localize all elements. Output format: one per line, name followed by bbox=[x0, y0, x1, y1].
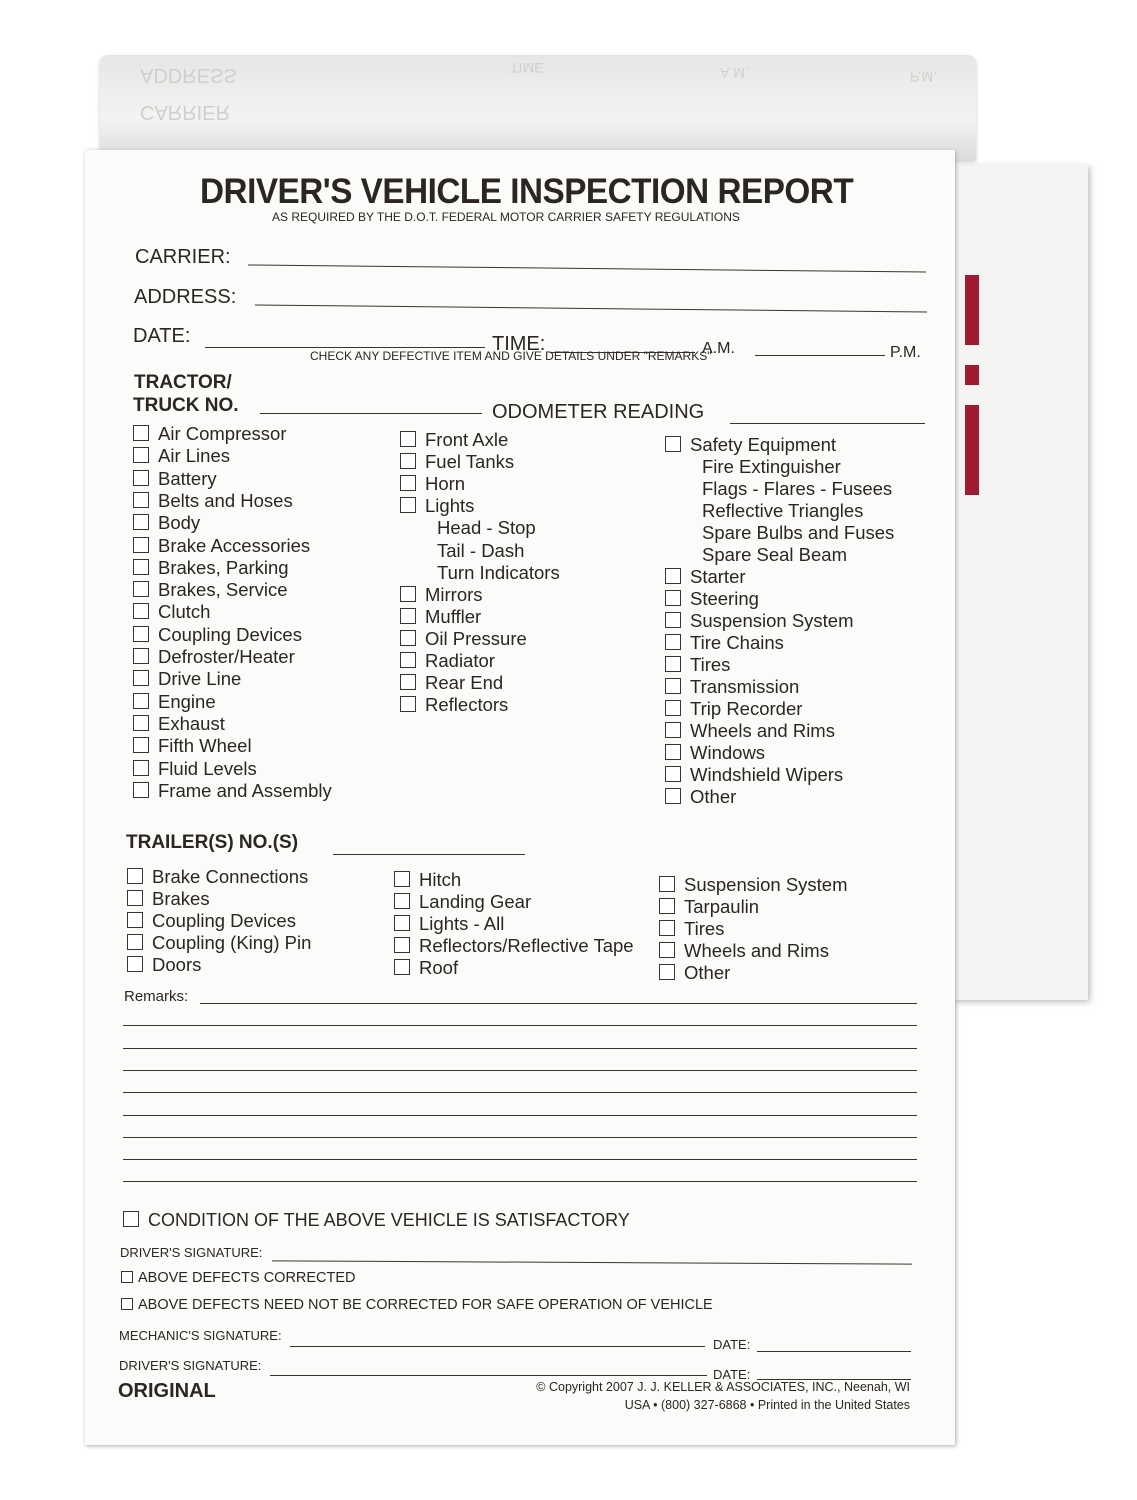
checklist-item[interactable] bbox=[665, 654, 730, 676]
checklist-item-label: Air Compressor bbox=[158, 423, 287, 444]
checkbox[interactable] bbox=[133, 537, 149, 553]
checkbox[interactable] bbox=[394, 959, 410, 975]
checklist-item-label: Trip Recorder bbox=[690, 698, 803, 719]
checkbox[interactable] bbox=[665, 766, 681, 782]
checklist-item-label: Fluid Levels bbox=[158, 757, 257, 779]
checklist-item[interactable] bbox=[133, 535, 310, 557]
checkbox[interactable] bbox=[127, 912, 143, 928]
checklist-item-label: Reflectors/Reflective Tape bbox=[419, 935, 634, 956]
checkbox[interactable] bbox=[133, 760, 149, 776]
address-label: ADDRESS: bbox=[134, 286, 237, 308]
truck-no-field[interactable] bbox=[260, 413, 482, 414]
checkbox[interactable] bbox=[659, 920, 675, 936]
checklist-item[interactable] bbox=[665, 632, 784, 654]
checklist-item-label: Fifth Wheel bbox=[158, 735, 252, 757]
am-label: A.M. bbox=[702, 340, 735, 357]
checklist-item-label: Wheels and Rims bbox=[684, 940, 829, 961]
checklist-item-label: Muffler bbox=[425, 605, 482, 627]
checkbox[interactable] bbox=[123, 1211, 139, 1227]
checklist-item-label: Spare Bulbs and Fuses bbox=[702, 522, 895, 543]
checkbox[interactable] bbox=[133, 737, 149, 753]
checklist-item-label: Tail - Dash bbox=[437, 539, 525, 561]
checklist-item-label: Tarpaulin bbox=[684, 896, 760, 917]
checkbox[interactable] bbox=[400, 608, 416, 624]
checkbox[interactable] bbox=[133, 782, 149, 798]
checkbox[interactable] bbox=[394, 871, 410, 887]
checklist-item[interactable] bbox=[400, 451, 514, 473]
original-label: ORIGINAL bbox=[118, 1380, 216, 1402]
checklist-item-label: Belts and Hoses bbox=[158, 489, 293, 511]
checkbox[interactable] bbox=[665, 656, 681, 672]
checklist-item[interactable] bbox=[659, 962, 730, 984]
checklist-item[interactable] bbox=[400, 694, 508, 716]
driver-signature-label: DRIVER'S SIGNATURE: bbox=[120, 1245, 263, 1260]
checklist-item[interactable] bbox=[127, 866, 308, 888]
checklist-item[interactable] bbox=[659, 918, 724, 940]
checklist-item[interactable] bbox=[665, 742, 765, 764]
remarks-line[interactable] bbox=[123, 1025, 917, 1026]
driver-date-label: DATE: bbox=[713, 1367, 751, 1382]
checklist-item[interactable] bbox=[133, 735, 252, 757]
checkbox[interactable] bbox=[133, 648, 149, 664]
checklist-item-label: Roof bbox=[419, 957, 459, 978]
checklist-item[interactable] bbox=[133, 691, 216, 713]
checklist-item[interactable] bbox=[133, 780, 332, 802]
truck-no-label: TRUCK NO. bbox=[133, 395, 239, 416]
copyright-line-1: © Copyright 2007 J. J. KELLER & ASSOCIATES, INC., Neenah, WI bbox=[536, 1380, 910, 1394]
checklist-item-label: Windshield Wipers bbox=[690, 764, 844, 785]
checklist-item-label: Tires bbox=[690, 654, 731, 675]
checklist-item-label: Lights bbox=[425, 495, 475, 517]
defects-corrected-checkbox[interactable] bbox=[121, 1270, 356, 1286]
date-field[interactable] bbox=[205, 347, 485, 348]
odometer-label: ODOMETER READING bbox=[492, 401, 705, 423]
checklist-item[interactable] bbox=[394, 913, 504, 935]
checklist-item-label: Wheels and Rims bbox=[690, 720, 835, 741]
checklist-item[interactable] bbox=[133, 646, 295, 668]
checkbox[interactable] bbox=[133, 559, 149, 575]
checklist-item[interactable] bbox=[400, 628, 527, 650]
checklist-item-label: Body bbox=[158, 512, 201, 534]
checklist-item[interactable] bbox=[133, 445, 230, 467]
checkbox[interactable] bbox=[665, 788, 681, 804]
checklist-item[interactable] bbox=[400, 473, 465, 495]
ghost-text: CARRIER bbox=[140, 101, 231, 123]
checkbox[interactable] bbox=[127, 956, 143, 972]
checklist-item-label: Exhaust bbox=[158, 712, 225, 734]
checkbox[interactable] bbox=[400, 431, 416, 447]
checkbox[interactable] bbox=[400, 630, 416, 646]
remarks-label: Remarks: bbox=[124, 988, 189, 1005]
checkbox[interactable] bbox=[133, 447, 149, 463]
mechanic-date-label: DATE: bbox=[713, 1337, 751, 1352]
checklist-subitem bbox=[400, 517, 536, 539]
checklist-item-label: Radiator bbox=[425, 650, 495, 671]
checklist-item[interactable] bbox=[400, 650, 495, 672]
checkbox[interactable] bbox=[133, 581, 149, 597]
defects-not-corrected-checkbox[interactable] bbox=[121, 1297, 713, 1313]
checkbox[interactable] bbox=[127, 934, 143, 950]
checkbox[interactable] bbox=[659, 942, 675, 958]
checklist-item-label: Fuel Tanks bbox=[425, 451, 515, 473]
checkbox[interactable] bbox=[665, 722, 681, 738]
checklist-item[interactable] bbox=[665, 764, 843, 786]
checklist-item[interactable] bbox=[133, 668, 241, 690]
checklist-item-label: Rear End bbox=[425, 672, 504, 694]
checklist-item[interactable] bbox=[659, 940, 829, 962]
driver-signature-2-field[interactable] bbox=[270, 1375, 707, 1376]
mechanic-signature-field[interactable] bbox=[290, 1346, 705, 1347]
checklist-item-label: Fire Extinguisher bbox=[702, 456, 841, 477]
checklist-item[interactable] bbox=[133, 557, 289, 579]
checkbox[interactable] bbox=[127, 868, 143, 884]
remarks-line[interactable] bbox=[123, 1159, 917, 1160]
checklist-subitem bbox=[665, 456, 841, 478]
checklist-item-label: Reflectors bbox=[425, 694, 509, 716]
remarks-line[interactable] bbox=[123, 1070, 917, 1071]
checkbox[interactable] bbox=[659, 898, 675, 914]
checklist-item-label: Spare Seal Beam bbox=[702, 544, 848, 565]
checklist-item-label: Brakes bbox=[152, 888, 210, 909]
remarks-line[interactable] bbox=[123, 1092, 917, 1093]
checkbox[interactable] bbox=[659, 876, 675, 892]
checklist-item[interactable] bbox=[659, 874, 848, 896]
checklist-item-label: Flags - Flares - Fusees bbox=[702, 478, 893, 499]
checklist-item[interactable] bbox=[400, 672, 503, 694]
checklist-item-label: Head - Stop bbox=[437, 517, 536, 539]
checklist-item[interactable] bbox=[665, 676, 799, 698]
checklist-item-label: Front Axle bbox=[425, 429, 509, 450]
checklist-item-label: Safety Equipment bbox=[690, 434, 837, 455]
checklist-item[interactable] bbox=[133, 579, 288, 601]
driver-signature-2-label: DRIVER'S SIGNATURE: bbox=[119, 1358, 262, 1373]
checklist-item-label: Tires bbox=[684, 918, 725, 939]
checklist-item[interactable] bbox=[665, 566, 746, 588]
time-label: TIME: bbox=[492, 333, 546, 355]
checklist-item-label: Suspension System bbox=[684, 874, 848, 895]
checkbox[interactable] bbox=[394, 937, 410, 953]
checklist-item[interactable] bbox=[133, 490, 293, 512]
checklist-subitem bbox=[665, 544, 847, 566]
defects-not-corrected-label: ABOVE DEFECTS NEED NOT BE CORRECTED FOR SAFE OPERATION OF VEHICLE bbox=[138, 1297, 713, 1313]
checklist-item-label: Clutch bbox=[158, 601, 211, 623]
checklist-item-label: Brake Connections bbox=[152, 866, 309, 887]
checklist-item-label: Coupling Devices bbox=[152, 910, 296, 931]
checklist-item[interactable] bbox=[133, 423, 287, 445]
checkbox[interactable] bbox=[400, 652, 416, 668]
checklist-item-label: Reflective Triangles bbox=[702, 500, 864, 521]
checklist-item[interactable] bbox=[133, 713, 225, 735]
checklist-item[interactable] bbox=[127, 910, 296, 932]
instruction-text: CHECK ANY DEFECTIVE ITEM AND GIVE DETAILS UNDER "REMARKS" bbox=[310, 349, 712, 363]
checklist-item-label: Brake Accessories bbox=[158, 534, 311, 556]
checklist-item-label: Transmission bbox=[690, 676, 800, 697]
remarks-line[interactable] bbox=[123, 1181, 917, 1182]
checklist-item[interactable] bbox=[400, 429, 508, 451]
checkbox[interactable] bbox=[400, 475, 416, 491]
checkbox[interactable] bbox=[665, 436, 681, 452]
checkbox[interactable] bbox=[400, 586, 416, 602]
checklist-item-label: Hitch bbox=[419, 869, 462, 890]
ghost-text: A.M. bbox=[720, 65, 749, 81]
checklist-item-label: Other bbox=[684, 962, 731, 983]
curled-top-sheet bbox=[100, 55, 976, 160]
checklist-item-label: Tire Chains bbox=[690, 632, 784, 653]
checklist-item[interactable] bbox=[659, 896, 759, 918]
checklist-subitem bbox=[400, 540, 524, 562]
checkbox[interactable] bbox=[400, 497, 416, 513]
checklist-item-label: Battery bbox=[158, 467, 217, 489]
red-print-mark bbox=[965, 365, 979, 385]
copyright-line-2: USA • (800) 327-6868 • Printed in the United States bbox=[624, 1398, 910, 1412]
checklist-item-label: Coupling Devices bbox=[158, 623, 302, 645]
checkbox[interactable] bbox=[394, 893, 410, 909]
checklist-item[interactable] bbox=[394, 935, 634, 957]
checkbox[interactable] bbox=[665, 700, 681, 716]
checkbox[interactable] bbox=[133, 715, 149, 731]
remarks-line[interactable] bbox=[123, 1115, 917, 1116]
ghost-text: TIME bbox=[510, 60, 544, 76]
checklist-item-label: Drive Line bbox=[158, 668, 242, 690]
ghost-text: ADDRESS bbox=[140, 64, 237, 86]
checklist-item[interactable] bbox=[127, 932, 311, 954]
checklist-item-label: Coupling (King) Pin bbox=[152, 932, 312, 953]
checklist-item[interactable] bbox=[400, 495, 474, 517]
checklist-item-label: Frame and Assembly bbox=[158, 779, 332, 801]
satisfactory-checkbox[interactable] bbox=[123, 1210, 630, 1231]
checkbox[interactable] bbox=[394, 915, 410, 931]
checklist-item[interactable] bbox=[665, 610, 854, 632]
checklist-item[interactable] bbox=[133, 468, 217, 490]
checkbox[interactable] bbox=[133, 514, 149, 530]
pm-label: P.M. bbox=[890, 344, 921, 361]
checklist-item[interactable] bbox=[665, 698, 802, 720]
trailer-no-field[interactable] bbox=[333, 854, 525, 855]
time-field-pm[interactable] bbox=[755, 355, 885, 356]
checklist-item-label: Suspension System bbox=[690, 610, 854, 631]
checklist-item[interactable] bbox=[665, 434, 836, 456]
checklist-item[interactable] bbox=[665, 588, 759, 610]
mechanic-date-field[interactable] bbox=[757, 1351, 911, 1352]
form-title: DRIVER'S VEHICLE INSPECTION REPORT bbox=[200, 172, 854, 211]
checkbox[interactable] bbox=[127, 890, 143, 906]
checkbox[interactable] bbox=[121, 1271, 133, 1283]
checkbox[interactable] bbox=[133, 626, 149, 642]
checklist-item[interactable] bbox=[133, 512, 200, 534]
checkbox[interactable] bbox=[665, 634, 681, 650]
checkbox[interactable] bbox=[133, 670, 149, 686]
checklist-item[interactable] bbox=[400, 584, 483, 606]
red-print-mark bbox=[965, 275, 979, 345]
checkbox[interactable] bbox=[400, 453, 416, 469]
checklist-item-label: Lights - All bbox=[419, 913, 505, 934]
red-print-mark bbox=[965, 405, 979, 495]
checkbox[interactable] bbox=[665, 612, 681, 628]
remarks-line[interactable] bbox=[200, 1003, 917, 1004]
checklist-subitem bbox=[665, 500, 863, 522]
carrier-label: CARRIER: bbox=[135, 246, 231, 268]
checklist-item[interactable] bbox=[133, 601, 210, 623]
checklist-item-label: Turn Indicators bbox=[437, 561, 560, 583]
checklist-item[interactable] bbox=[127, 888, 210, 910]
checkbox[interactable] bbox=[133, 492, 149, 508]
checkbox[interactable] bbox=[121, 1298, 133, 1310]
checklist-item-label: Steering bbox=[690, 588, 759, 609]
checklist-item-label: Air Lines bbox=[158, 445, 230, 467]
checklist-item[interactable] bbox=[394, 891, 531, 913]
checkbox[interactable] bbox=[133, 470, 149, 486]
checklist-item[interactable] bbox=[133, 624, 302, 646]
checklist-subitem bbox=[665, 478, 892, 500]
checkbox[interactable] bbox=[133, 425, 149, 441]
remarks-line[interactable] bbox=[123, 1137, 917, 1138]
checklist-item-label: Engine bbox=[158, 690, 216, 712]
checkbox[interactable] bbox=[665, 744, 681, 760]
defects-corrected-label: ABOVE DEFECTS CORRECTED bbox=[138, 1270, 356, 1286]
checklist-item[interactable] bbox=[400, 606, 481, 628]
date-label: DATE: bbox=[133, 325, 191, 347]
remarks-line[interactable] bbox=[123, 1048, 917, 1049]
checklist-subitem bbox=[400, 562, 560, 584]
odometer-field[interactable] bbox=[730, 423, 925, 424]
trailer-label: TRAILER(S) NO.(S) bbox=[126, 832, 299, 853]
checklist-item-label: Windows bbox=[690, 742, 766, 763]
checkbox[interactable] bbox=[133, 693, 149, 709]
checklist-item[interactable] bbox=[665, 786, 736, 808]
checklist-item[interactable] bbox=[127, 954, 201, 976]
checklist-item[interactable] bbox=[394, 869, 461, 891]
ghost-text: P.M. bbox=[910, 69, 937, 85]
checklist-item[interactable] bbox=[665, 720, 835, 742]
satisfactory-label: CONDITION OF THE ABOVE VEHICLE IS SATISFACTORY bbox=[148, 1210, 630, 1230]
checklist-item-label: Doors bbox=[152, 954, 202, 975]
checklist-item-label: Starter bbox=[690, 566, 746, 587]
checkbox[interactable] bbox=[133, 603, 149, 619]
checklist-item-label: Brakes, Parking bbox=[158, 556, 289, 578]
checklist-item[interactable] bbox=[394, 957, 458, 979]
checklist-item-label: Brakes, Service bbox=[158, 579, 288, 601]
checkbox[interactable] bbox=[659, 964, 675, 980]
checkbox[interactable] bbox=[665, 590, 681, 606]
checklist-item-label: Other bbox=[690, 786, 737, 807]
mechanic-signature-label: MECHANIC'S SIGNATURE: bbox=[119, 1328, 282, 1343]
checklist-item[interactable] bbox=[133, 758, 257, 780]
checkbox[interactable] bbox=[400, 696, 416, 712]
checkbox[interactable] bbox=[665, 678, 681, 694]
checklist-item-label: Defroster/Heater bbox=[158, 646, 295, 667]
checklist-item-label: Mirrors bbox=[425, 583, 483, 605]
form-subtitle: AS REQUIRED BY THE D.O.T. FEDERAL MOTOR CARRIER SAFETY REGULATIONS bbox=[272, 210, 740, 224]
tractor-label: TRACTOR/ bbox=[134, 372, 232, 393]
checklist-item-label: Oil Pressure bbox=[425, 627, 527, 649]
checklist-item-label: Horn bbox=[425, 473, 466, 495]
checkbox[interactable] bbox=[665, 568, 681, 584]
checklist-item-label: Landing Gear bbox=[419, 891, 532, 912]
checklist-subitem bbox=[665, 522, 894, 544]
checkbox[interactable] bbox=[400, 674, 416, 690]
